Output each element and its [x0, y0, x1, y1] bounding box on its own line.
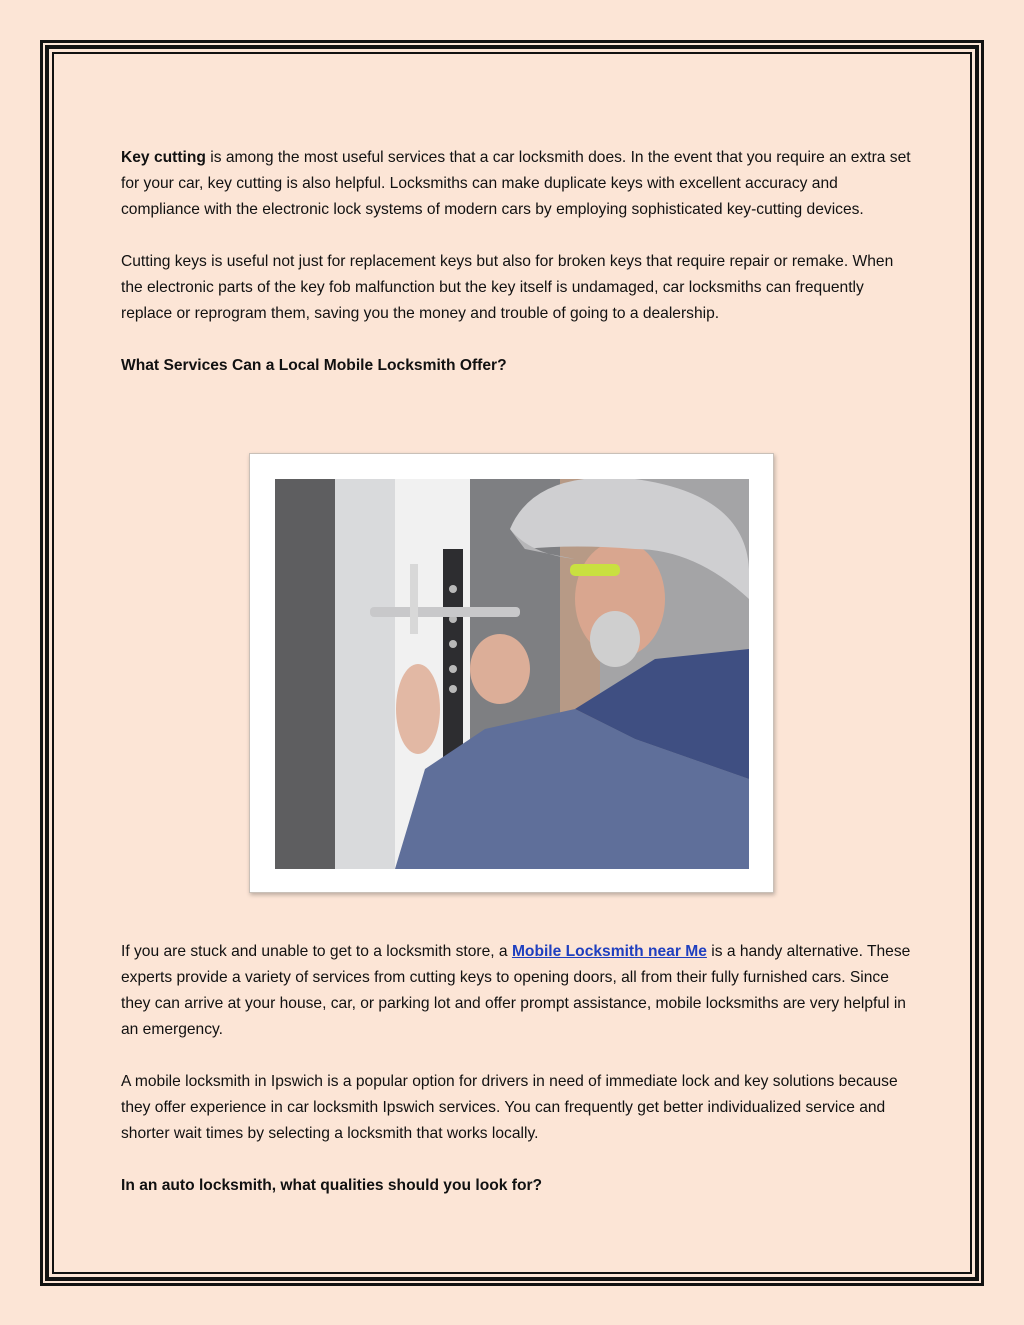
locksmith-photo [275, 479, 749, 869]
heading-services-text: What Services Can a Local Mobile Locksmith Offer? [121, 357, 507, 374]
article-bottom [121, 939, 911, 1199]
paragraph-mobile-locksmith-intro: If you are stuck and unable to get to a locksmith store, a [121, 943, 512, 960]
locksmith-photo-card [249, 453, 774, 893]
paragraph-ipswich: A mobile locksmith in Ipswich is a popular option for drivers in need of immediate lock and key solutions because they offer experience in car locksmith Ipswich services. You can frequently get better individualized service and shorter wait times by selecting a locksmith that works locally. [121, 1073, 898, 1142]
paragraph-key-cutting-text: is among the most useful services that a car locksmith does. In the event that you require an extra set for your car, key cutting is also helpful. Locksmiths can make duplicate keys with excellent accuracy and compliance with the electronic lock systems of modern cars by employing sophisticated key-cutting devices. [121, 149, 911, 218]
mobile-locksmith-link[interactable]: Mobile Locksmith near Me [511, 943, 707, 960]
key-cutting-term: Key cutting [121, 149, 206, 166]
heading-qualities [121, 1173, 911, 1199]
paragraph-key-cutting [121, 145, 911, 223]
paragraph-cutting-keys: Cutting keys is useful not just for replacement keys but also for broken keys that require repair or remake. When the electronic parts of the key fob malfunction but the key itself is undamaged, car locksmiths can frequently replace or reprogram them, saving you the money and trouble of going to a dealership. [121, 253, 894, 322]
paragraph-mobile-locksmith [121, 939, 911, 1043]
article-top [121, 145, 911, 379]
heading-qualities-text: In an auto locksmith, what qualities should you look for? [121, 1177, 543, 1194]
heading-services [121, 353, 911, 379]
paragraph-mobile-locksmith-rest: is a handy alternative. These experts provide a variety of services from cutting keys to opening doors, all from their fully furnished cars. Since they can arrive at your house, car, or parking lot and offer prompt assistance, mobile locksmiths are very helpful in an emergency. [121, 943, 911, 1038]
locksmith-illustration [275, 479, 749, 869]
